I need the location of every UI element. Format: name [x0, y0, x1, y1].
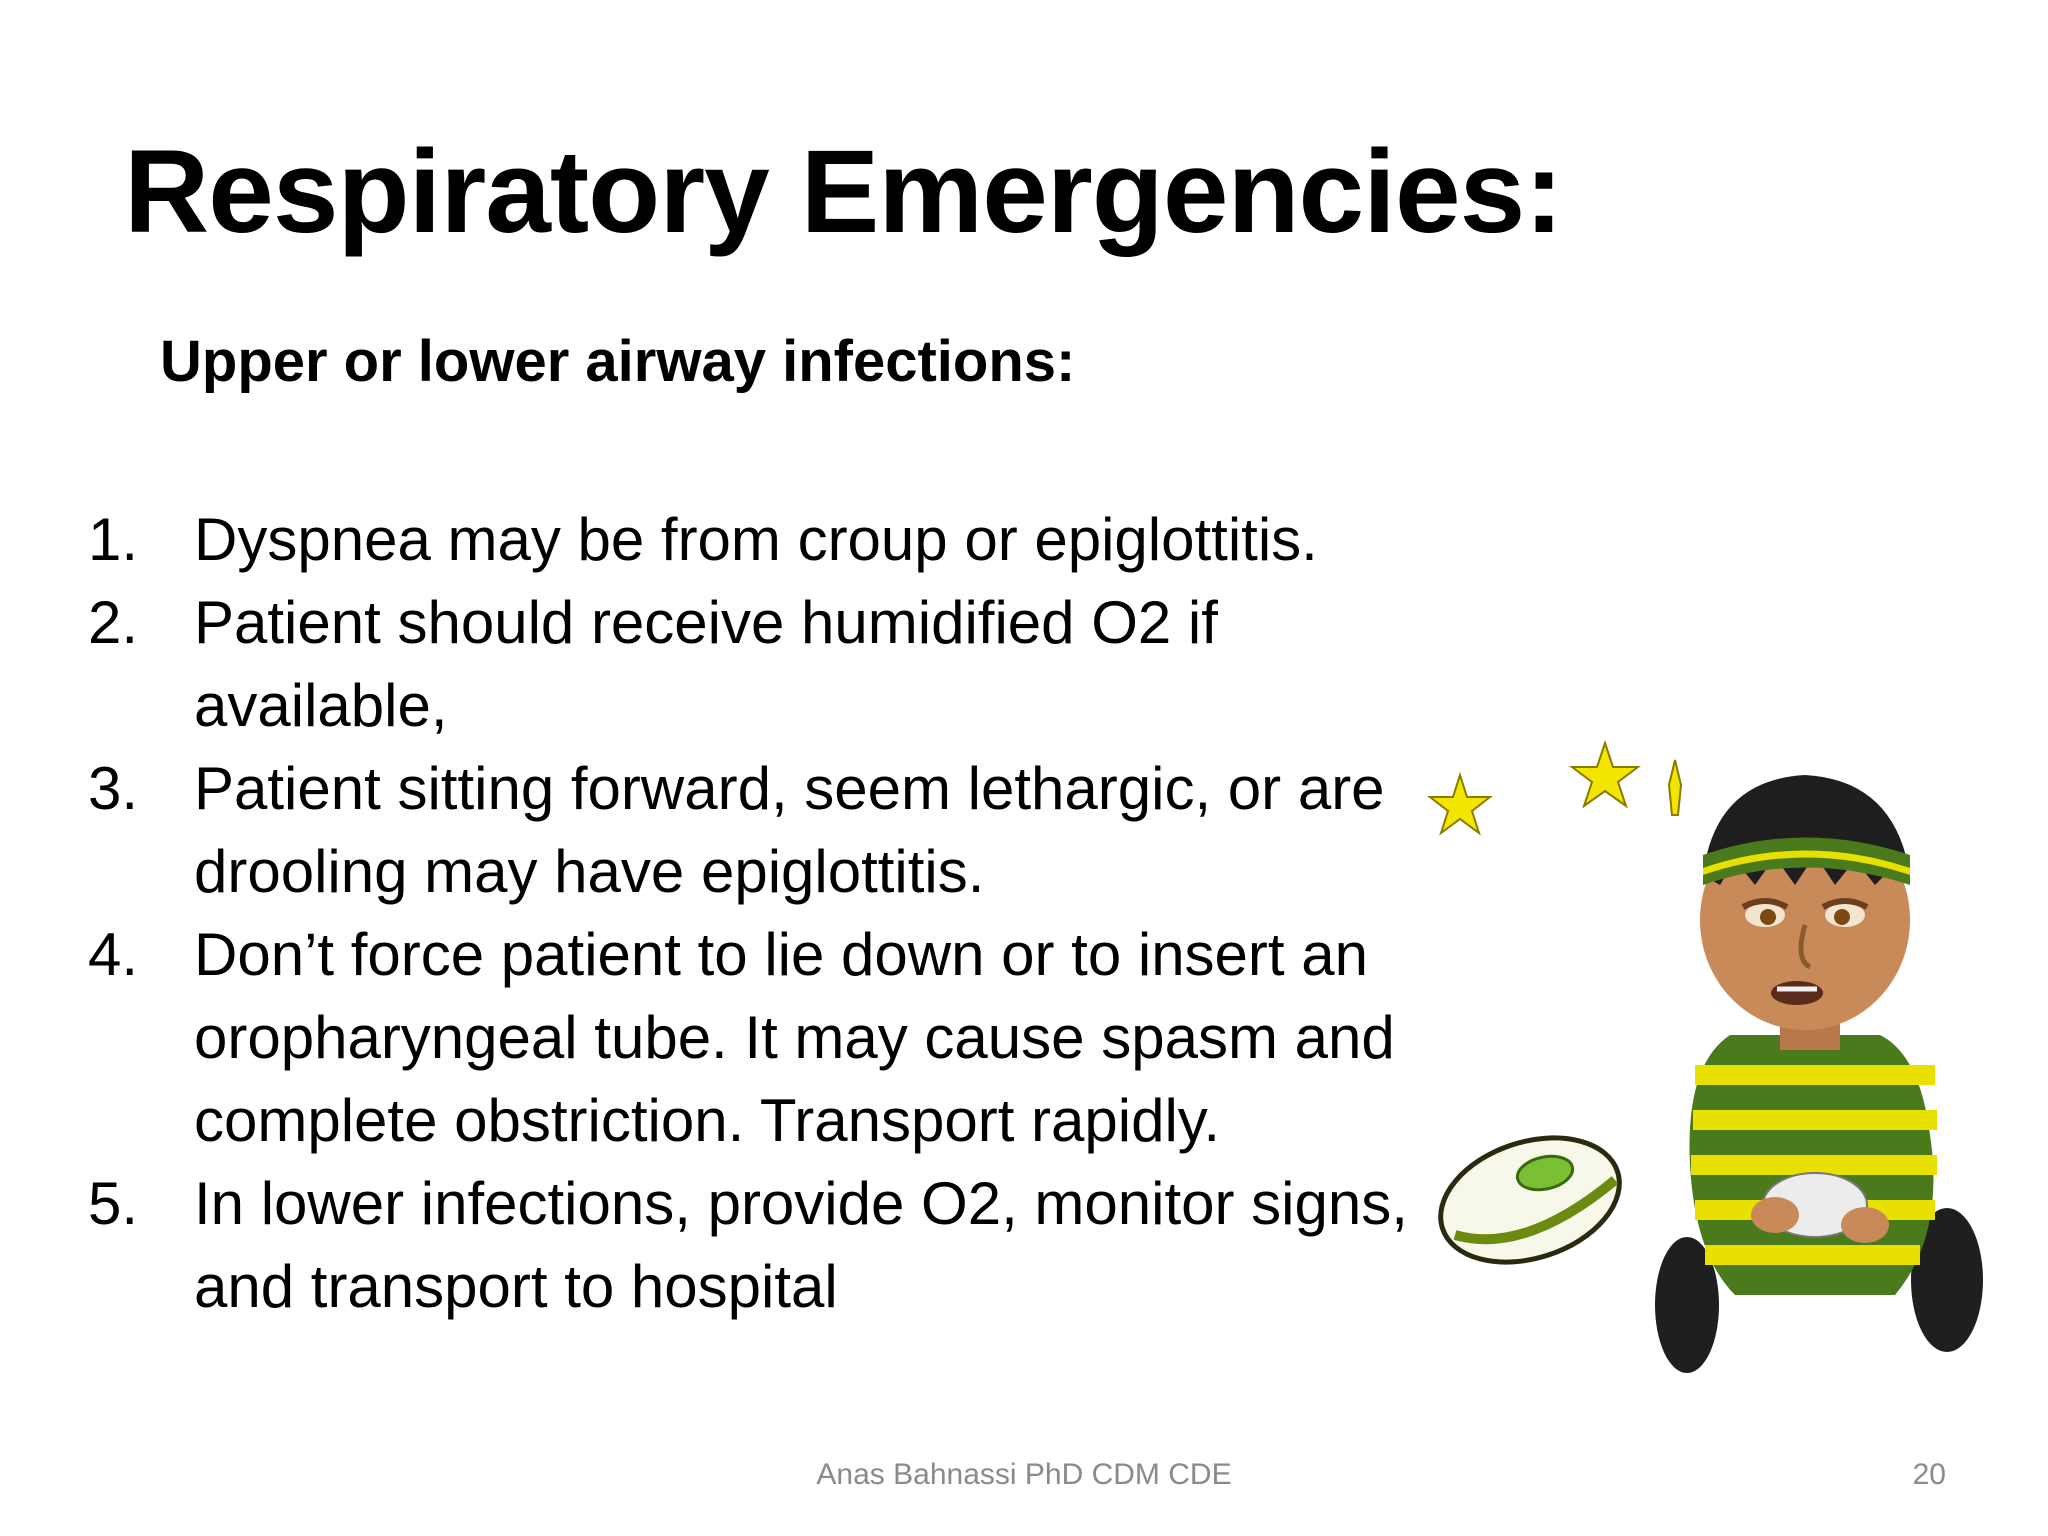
- star-icon: [1669, 760, 1681, 815]
- list-item-text: Patient sitting forward, seem lethargic, or are drooling may have epiglottitis.: [194, 755, 1385, 905]
- list-item-number: 1.: [88, 506, 139, 573]
- list-item-number: 4.: [88, 921, 139, 988]
- list-item-text: Patient should receive humidified O2 if available,: [194, 589, 1218, 739]
- list-item: [88, 498, 1428, 581]
- list-item: [88, 581, 1428, 747]
- slide-title: Respiratory Emergencies:: [124, 126, 1563, 258]
- page-number: 20: [1912, 1458, 1946, 1491]
- rugby-ball-icon: [1425, 1116, 1635, 1283]
- list-item-number: 5.: [88, 1170, 139, 1237]
- list-item: [88, 1162, 1428, 1328]
- list-item-number: 3.: [88, 755, 139, 822]
- list-item-number: 2.: [88, 589, 139, 656]
- list-item: [88, 913, 1428, 1162]
- list-item-text: Don’t force patient to lie down or to insert an oropharyngeal tube. It may cause spasm and complete obstriction. Transport rapidly.: [194, 921, 1395, 1154]
- dazed-rugby-player-icon: [1425, 735, 2025, 1375]
- star-icon: [1572, 743, 1638, 806]
- list-item-text: In lower infections, provide O2, monitor signs, and transport to hospital: [194, 1170, 1408, 1320]
- slide-subtitle: Upper or lower airway infections:: [160, 329, 1076, 394]
- slide-footer: Anas Bahnassi PhD CDM CDE: [816, 1458, 1232, 1491]
- list-item-text: Dyspnea may be from croup or epiglottitis.: [194, 506, 1318, 573]
- list-item: [88, 747, 1428, 913]
- star-icon: [1430, 775, 1490, 833]
- numbered-list: [88, 498, 1428, 1328]
